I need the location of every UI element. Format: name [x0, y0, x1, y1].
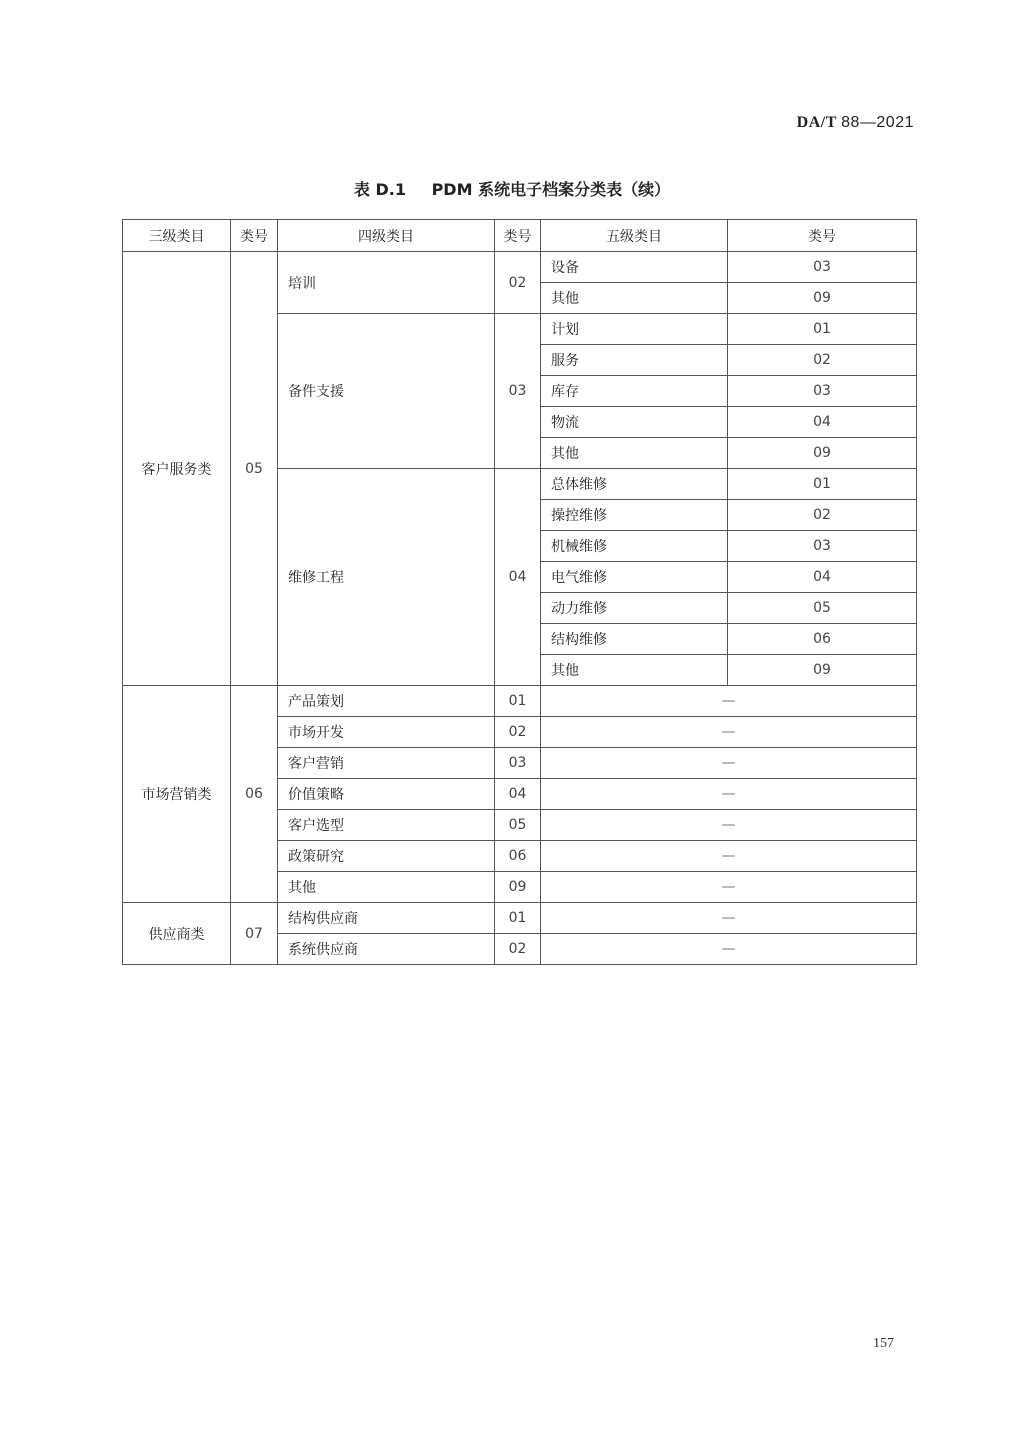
level4-code: 02 — [495, 252, 541, 314]
level5-category: 其他 — [541, 655, 728, 686]
level4-code: 05 — [495, 810, 541, 841]
level4-code: 04 — [495, 779, 541, 810]
level4-category: 市场开发 — [278, 717, 495, 748]
level5-category: 操控维修 — [541, 500, 728, 531]
level5-category: 电气维修 — [541, 562, 728, 593]
level5-category: 动力维修 — [541, 593, 728, 624]
level3-category: 供应商类 — [123, 903, 231, 965]
level3-code: 06 — [231, 686, 278, 903]
level5-category: 其他 — [541, 438, 728, 469]
level3-category: 市场营销类 — [123, 686, 231, 903]
table-row — [123, 686, 917, 717]
table-row — [123, 252, 917, 283]
level4-code: 01 — [495, 903, 541, 934]
level5-empty-dash: — — [541, 686, 917, 717]
table-title — [0, 177, 1024, 200]
col-header-code4: 类号 — [495, 220, 541, 252]
level5-category: 设备 — [541, 252, 728, 283]
standard-code — [797, 114, 914, 132]
level5-code: 01 — [728, 314, 917, 345]
level5-code: 03 — [728, 376, 917, 407]
level5-code: 06 — [728, 624, 917, 655]
level4-code: 02 — [495, 934, 541, 965]
level4-category: 结构供应商 — [278, 903, 495, 934]
col-header-code3: 类号 — [231, 220, 278, 252]
table-label: 表 D.1 — [353, 180, 406, 199]
level3-code: 05 — [231, 252, 278, 686]
level4-category: 培训 — [278, 252, 495, 314]
level5-category: 总体维修 — [541, 469, 728, 500]
level5-empty-dash: — — [541, 903, 917, 934]
col-header-level4: 四级类目 — [278, 220, 495, 252]
level4-category: 客户选型 — [278, 810, 495, 841]
level4-code: 03 — [495, 314, 541, 469]
table-row — [123, 903, 917, 934]
level4-code: 01 — [495, 686, 541, 717]
level4-code: 04 — [495, 469, 541, 686]
level5-code: 04 — [728, 407, 917, 438]
level5-category: 结构维修 — [541, 624, 728, 655]
level5-empty-dash: — — [541, 748, 917, 779]
level4-category: 价值策略 — [278, 779, 495, 810]
col-header-level3: 三级类目 — [123, 220, 231, 252]
table-header-row — [123, 220, 917, 252]
table-name: PDM 系统电子档案分类表（续） — [431, 180, 671, 199]
level4-category: 产品策划 — [278, 686, 495, 717]
col-header-level5: 五级类目 — [541, 220, 728, 252]
level4-category: 政策研究 — [278, 841, 495, 872]
standard-prefix: DA/T — [796, 114, 837, 131]
page-number: 157 — [873, 1336, 894, 1351]
level5-empty-dash: — — [541, 779, 917, 810]
level5-code: 04 — [728, 562, 917, 593]
level4-category: 其他 — [278, 872, 495, 903]
col-header-code5: 类号 — [728, 220, 917, 252]
level5-code: 01 — [728, 469, 917, 500]
level5-category: 服务 — [541, 345, 728, 376]
level5-empty-dash: — — [541, 841, 917, 872]
level5-code: 09 — [728, 283, 917, 314]
classification-table — [122, 219, 917, 965]
level4-category: 系统供应商 — [278, 934, 495, 965]
level4-code: 03 — [495, 748, 541, 779]
level5-category: 计划 — [541, 314, 728, 345]
level4-code: 09 — [495, 872, 541, 903]
level5-empty-dash: — — [541, 934, 917, 965]
level5-code: 03 — [728, 531, 917, 562]
level5-empty-dash: — — [541, 717, 917, 748]
level5-empty-dash: — — [541, 810, 917, 841]
level4-category: 备件支援 — [278, 314, 495, 469]
level5-category: 机械维修 — [541, 531, 728, 562]
level5-category: 库存 — [541, 376, 728, 407]
level5-code: 09 — [728, 438, 917, 469]
level5-code: 09 — [728, 655, 917, 686]
level3-code: 07 — [231, 903, 278, 965]
level5-code: 03 — [728, 252, 917, 283]
level3-category: 客户服务类 — [123, 252, 231, 686]
level5-code: 02 — [728, 500, 917, 531]
level4-code: 02 — [495, 717, 541, 748]
level5-code: 05 — [728, 593, 917, 624]
level4-category: 客户营销 — [278, 748, 495, 779]
table-body — [123, 252, 917, 965]
level4-code: 06 — [495, 841, 541, 872]
level5-category: 其他 — [541, 283, 728, 314]
standard-number: 88—2021 — [841, 114, 914, 131]
level5-category: 物流 — [541, 407, 728, 438]
level4-category: 维修工程 — [278, 469, 495, 686]
level5-empty-dash: — — [541, 872, 917, 903]
level5-code: 02 — [728, 345, 917, 376]
